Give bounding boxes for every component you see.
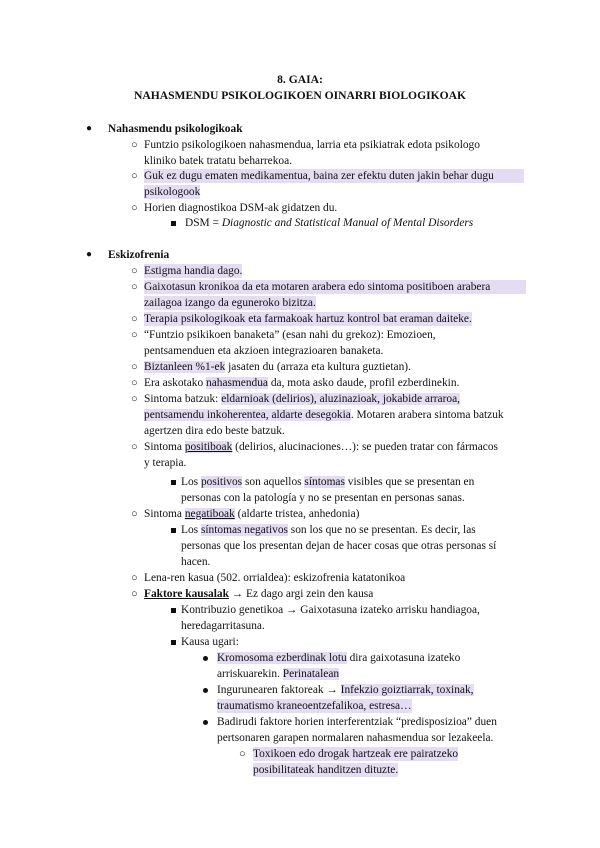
circle-bullet-icon: ○ (131, 170, 138, 182)
square-bullet-icon (171, 480, 176, 485)
list-item-cont: y terapia. (144, 457, 187, 469)
sub-item-cont: heredagarritasuna. (181, 620, 265, 632)
dot-bullet-icon (203, 720, 208, 725)
bullet-icon: ● (86, 123, 93, 134)
chapter-title: NAHASMENDU PSIKOLOGIKOEN OINARRI BIOLOGIKOAK (133, 89, 467, 102)
list-item: Lena-ren kasua (502. orrialdea): eskizofrenia katatonikoa (144, 572, 406, 584)
circle-bullet-icon: ○ (131, 329, 138, 341)
list-item-highlighted: Guk ez dugu ematen medikamentua, baina zer efektu duten jakin behar dugu (144, 169, 524, 183)
list-item-cont: pentsamenduen eta akzioen integrazioaren banaketa. (144, 345, 384, 357)
list-item: Funtzio psikologikoen nahasmendua, larria eta psikiatrak edota psikologo (144, 139, 480, 151)
list-item: Terapia psikologikoak eta farmakoak hartuz kontrol bat eraman daiteke. (144, 313, 472, 325)
level4-item: Toxikoen edo drogak hartzeak ere pairatzeko (253, 748, 459, 760)
section-heading-eskizofrenia: Eskizofrenia (108, 249, 170, 261)
square-bullet-icon (171, 221, 176, 226)
list-item: Sintoma positiboak (delirios, alucinaciones…): se pueden tratar con fármacos (144, 441, 498, 453)
circle-bullet-icon: ○ (131, 508, 138, 520)
circle-bullet-icon: ○ (131, 393, 138, 405)
list-item-cont: kliniko batek tratatu beharrekoa. (144, 155, 293, 167)
list-item: Gaixotasun kronikoa da eta motaren arabera edo sintoma positiboen arabera (144, 280, 526, 294)
sub-sub-item-cont: traumatismo kraneoentzefalikoa, estresa… (217, 700, 412, 712)
sub-sub-item: Badirudi faktore horien interferentziak “predisposizioa” duen (217, 716, 497, 728)
circle-bullet-icon: ○ (131, 313, 138, 325)
sub-item-cont: personas que los presentan dejan de hacer cosas que otras personas sí (181, 540, 497, 552)
list-item: Horien diagnostikoa DSM-ak gidatzen du. (144, 202, 338, 214)
square-bullet-icon (171, 640, 176, 645)
sub-item-cont: personas con la patología y no se presentan en personas sanas. (181, 492, 465, 504)
sub-sub-item: Kromosoma ezberdinak lotu dira gaixotasuna izateko (217, 652, 461, 664)
list-item: “Funtzio psikikoen banaketa” (esan nahi du grekoz): Emozioen, (144, 329, 436, 341)
section-heading-nahasmendu: Nahasmendu psikologikoak (108, 123, 243, 135)
list-item-cont: psikologook (144, 186, 201, 198)
circle-bullet-icon: ○ (131, 588, 138, 600)
list-item: Era askotako nahasmendua da, mota asko daude, profil ezberdinekin. (144, 377, 460, 389)
circle-bullet-icon: ○ (131, 441, 138, 453)
sub-item: Los positivos son aquellos síntomas visibles que se presentan en (181, 476, 475, 488)
chapter-number: 8. GAIA: (277, 73, 323, 86)
list-item-cont: pentsamendu inkoherentea, aldarte desegokia. Motaren arabera sintoma batzuk (144, 409, 504, 421)
square-bullet-icon (171, 608, 176, 613)
sub-item-cont: hacen. (181, 556, 211, 568)
circle-bullet-icon: ○ (131, 281, 138, 293)
list-item-cont: zailagoa izango da eguneroko bizitza. (144, 297, 316, 309)
sub-sub-item-cont: pertsonaren garapen normalaren nahasmendua sor lezakeela. (217, 732, 494, 744)
list-item: Biztanleen %1-ek jasaten du (arraza eta kultura guztietan). (144, 361, 411, 373)
circle-bullet-icon: ○ (131, 572, 138, 584)
circle-bullet-icon: ○ (131, 361, 138, 373)
circle-bullet-icon: ○ (239, 748, 246, 760)
list-item: Estigma handia dago. (144, 265, 243, 277)
dot-bullet-icon (203, 688, 208, 693)
level4-item-cont: posibilitateak handitzen dituzte. (253, 764, 399, 776)
circle-bullet-icon: ○ (131, 139, 138, 151)
list-item: Sintoma batzuk: eldarnioak (delirios), aluzinazioak, jokabide arraroa, (144, 393, 460, 405)
square-bullet-icon (171, 528, 176, 533)
bullet-icon: ● (86, 249, 93, 260)
dot-bullet-icon (203, 656, 208, 661)
list-item-cont: agertzen dira edo beste batzuk. (144, 425, 285, 437)
sub-item: Los síntomas negativos son los que no se presentan. Es decir, las (181, 524, 476, 536)
circle-bullet-icon: ○ (131, 265, 138, 277)
sub-item: Kontribuzio genetikoa → Gaixotasuna izateko arrisku handiagoa, (181, 604, 480, 616)
list-item: Sintoma negatiboak (aldarte tristea, anhedonia) (144, 508, 360, 520)
circle-bullet-icon: ○ (131, 377, 138, 389)
circle-bullet-icon: ○ (131, 202, 138, 214)
sub-sub-item-cont: arriskuarekin. Perinatalean (217, 668, 340, 680)
sub-sub-item: Ingurunearen faktoreak → Infekzio goiztiarrak, toxinak, (217, 684, 474, 696)
list-item-faktore: Faktore kausalak → Ez dago argi zein den kausa (144, 588, 374, 600)
sub-item-dsm: DSM = Diagnostic and Statistical Manual of Mental Disorders (185, 217, 474, 229)
sub-item: Kausa ugari: (181, 636, 239, 648)
